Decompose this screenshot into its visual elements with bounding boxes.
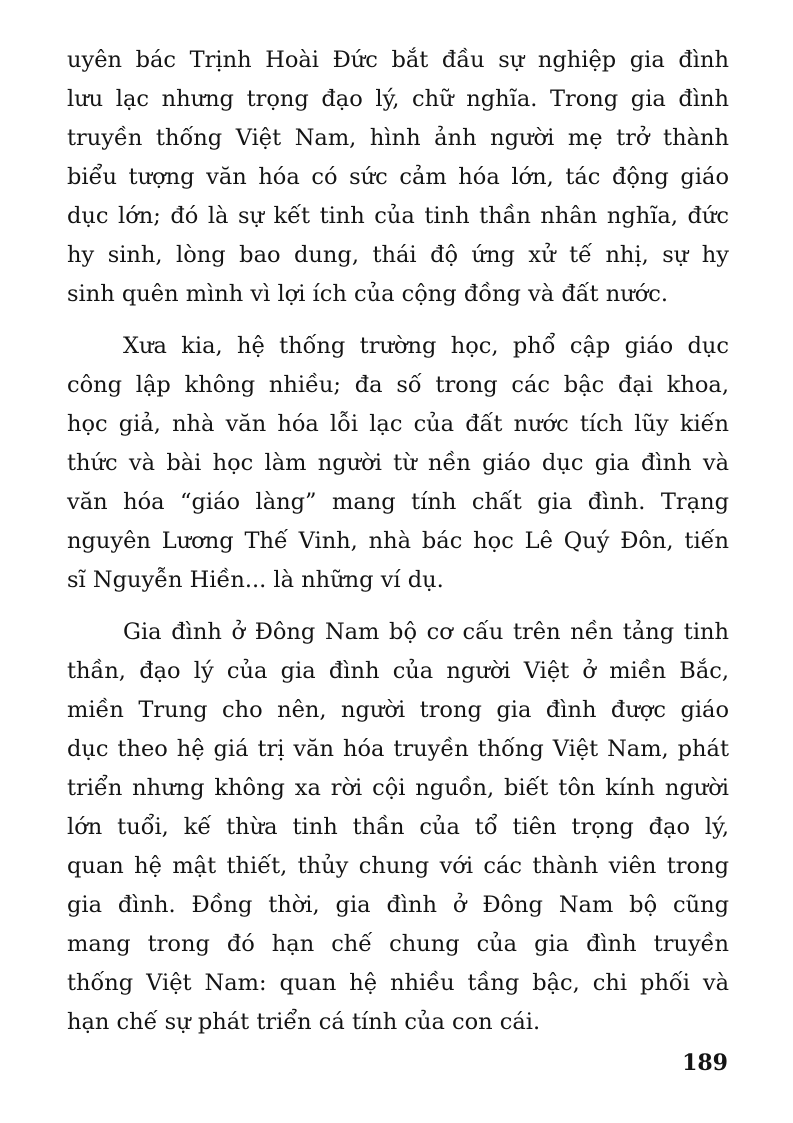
text-line: thần, đạo lý của gia đình của người Việt ở miền Bắc, <box>67 658 729 684</box>
text-line: Gia đình ở Đông Nam bộ cơ cấu trên nền tảng tinh <box>123 619 729 645</box>
body-text <box>67 41 729 1042</box>
text-line: hạn chế sự phát triển cá tính của con cái. <box>67 1009 541 1035</box>
text-line: dục theo hệ giá trị văn hóa truyền thống Việt Nam, phát <box>67 736 729 762</box>
text-line: lưu lạc nhưng trọng đạo lý, chữ nghĩa. Trong gia đình <box>67 86 729 112</box>
text-line: miền Trung cho nên, người trong gia đình được giáo <box>67 697 729 723</box>
text-line: hy sinh, lòng bao dung, thái độ ứng xử tế nhị, sự hy <box>67 242 729 268</box>
text-line: lớn tuổi, kế thừa tinh thần của tổ tiên trọng đạo lý, <box>67 814 729 840</box>
paragraph-2 <box>67 327 729 600</box>
text-line: mang trong đó hạn chế chung của gia đình truyền <box>67 931 729 957</box>
text-line: triển nhưng không xa rời cội nguồn, biết tôn kính người <box>67 775 729 801</box>
text-line: sĩ Nguyễn Hiền... là những ví dụ. <box>67 567 444 593</box>
text-line: sinh quên mình vì lợi ích của cộng đồng và đất nước. <box>67 281 668 307</box>
page-number: 189 <box>682 1050 728 1076</box>
text-line: Xưa kia, hệ thống trường học, phổ cập giáo dục <box>123 333 729 359</box>
text-line: công lập không nhiều; đa số trong các bậc đại khoa, <box>67 372 729 398</box>
text-line: học giả, nhà văn hóa lỗi lạc của đất nước tích lũy kiến <box>67 411 729 437</box>
text-line: uyên bác Trịnh Hoài Đức bắt đầu sự nghiệp gia đình <box>67 47 729 73</box>
text-line: văn hóa “giáo làng” mang tính chất gia đình. Trạng <box>67 489 729 515</box>
text-line: nguyên Lương Thế Vinh, nhà bác học Lê Quý Đôn, tiến <box>67 528 729 554</box>
paragraph-gap <box>67 600 729 613</box>
text-line: biểu tượng văn hóa có sức cảm hóa lớn, tác động giáo <box>67 164 729 190</box>
paragraph-1 <box>67 41 729 314</box>
paragraph-gap <box>67 314 729 327</box>
text-line: gia đình. Đồng thời, gia đình ở Đông Nam bộ cũng <box>67 892 729 918</box>
paragraph-3 <box>67 613 729 1042</box>
text-line: thống Việt Nam: quan hệ nhiều tầng bậc, chi phối và <box>67 970 729 996</box>
text-line: quan hệ mật thiết, thủy chung với các thành viên trong <box>67 853 729 879</box>
text-line: truyền thống Việt Nam, hình ảnh người mẹ trở thành <box>67 125 729 151</box>
text-line: dục lớn; đó là sự kết tinh của tinh thần nhân nghĩa, đức <box>67 203 729 229</box>
text-line: thức và bài học làm người từ nền giáo dục gia đình và <box>67 450 729 476</box>
